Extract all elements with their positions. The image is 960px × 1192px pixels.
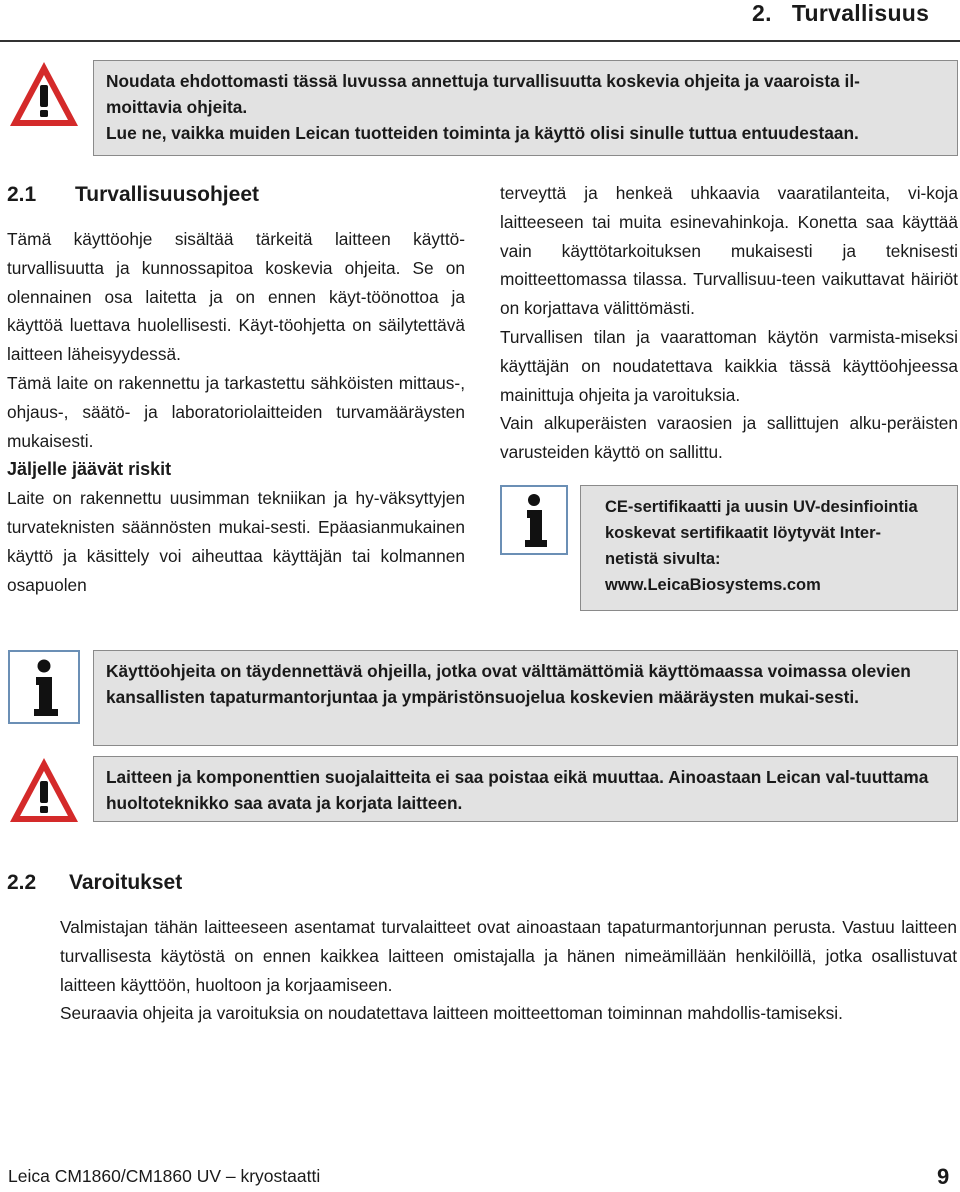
ce-note-line1: CE-sertifikaatti ja uusin UV-desinfiointia <box>605 498 918 516</box>
warning-callout-text: Laitteen ja komponenttien suojalaitteita ei saa poistaa eikä muuttaa. Ainoastaan Leican val-tuuttama huoltoteknikko saa avata ja korjata laitteen. <box>106 767 929 813</box>
paragraph: Laite on rakennettu uusimman tekniikan ja hy-väksyttyjen turvateknisten säännösten mukai-sesti. Epäasianmukainen käyttö ja käsittely voi aiheuttaa käyttäjän tai kolmannen osapuolen <box>7 488 465 595</box>
warning-triangle-icon <box>7 58 81 132</box>
section-2-1-heading <box>7 183 259 207</box>
warning-callout <box>93 756 958 822</box>
section-2-2-body <box>60 913 957 1028</box>
intro-warning-line2: moittavia ohjeita. <box>106 97 248 117</box>
paragraph: Turvallisen tilan ja vaarattoman käytön varmista-miseksi käyttäjän on noudatettava kaikkia tässä käyttöohjeessa mainittuja ohjeita ja varoituksia. <box>500 326 958 405</box>
section-2-1-title: Turvallisuusohjeet <box>75 183 259 206</box>
ce-note-url: www.LeicaBiosystems.com <box>605 576 821 594</box>
paragraph: Valmistajan tähän laitteeseen asentamat turvalaitteet ovat ainoastaan tapaturmantorjunnan perusta. Vastuu laitteen turvallisesta käytöstä on ennen kaikkea laitteen omistajalla ja hänen nimeämillään henkilöillä, jotka osallistuvat laitteen käyttöön, huoltoon ja korjaamiseen. <box>60 917 957 995</box>
section-header <box>752 0 929 27</box>
paragraph: Seuraavia ohjeita ja varoituksia on noudatettava laitteen moitteettoman toiminnan mahdollis-tamiseksi. <box>60 1003 843 1024</box>
page-number: 9 <box>937 1164 950 1189</box>
left-column <box>7 225 465 599</box>
intro-warning-line1: Noudata ehdottomasti tässä luvussa annettuja turvallisuutta koskevia ohjeita ja vaaroista il- <box>106 71 860 91</box>
header-rule <box>0 40 960 42</box>
paragraph: Tämä käyttöohje sisältää tärkeitä laitteen käyttö-turvallisuutta ja kunnossapitoa koskevia ohjeita. Se on olennainen osa laitetta ja on ennen käyt-töönottoa ja käyttöä luettava huolellisesti. Käyt-töohjetta on säilytettävä laitteen läheisyydessä. <box>7 229 465 365</box>
info-callout-text: Käyttöohjeita on täydennettävä ohjeilla, jotka ovat välttämättömiä käyttömaassa voimassa olevien kansallisten tapaturmantorjuntaa ja ympäristönsuojelua koskevien määräysten mukai-sesti. <box>106 661 911 707</box>
section-2-2-number: 2.2 <box>7 871 37 894</box>
warning-triangle-icon <box>7 754 81 828</box>
section-title: Turvallisuus <box>791 0 930 26</box>
section-2-1-number: 2.1 <box>7 183 37 206</box>
ce-certificate-callout <box>580 485 958 611</box>
info-icon <box>8 650 82 724</box>
intro-warning-line3: Lue ne, vaikka muiden Leican tuotteiden toiminta ja käyttö olisi sinulle tuttua entuudestaan. <box>106 123 859 143</box>
section-2-2-heading <box>7 871 182 895</box>
ce-note-line3: netistä sivulta: <box>605 550 721 568</box>
info-callout <box>93 650 958 746</box>
right-column <box>500 179 958 467</box>
intro-warning-callout <box>93 60 958 156</box>
section-number: 2. <box>752 0 772 26</box>
footer-product: Leica CM1860/CM1860 UV – kryostaatti <box>8 1166 321 1186</box>
paragraph: Vain alkuperäisten varaosien ja sallittujen alku-peräisten varusteiden käyttö on sallittu. <box>500 413 958 463</box>
paragraph: Tämä laite on rakennettu ja tarkastettu sähköisten mittaus-, ohjaus-, säätö- ja laboratoriolaitteiden turvamääräysten mukaisesti. <box>7 372 465 451</box>
residual-risks-heading: Jäljelle jäävät riskit <box>7 459 172 480</box>
ce-note-line2: koskevat sertifikaatit löytyvät Inter- <box>605 524 882 542</box>
info-icon <box>500 485 574 559</box>
section-2-2-title: Varoitukset <box>69 871 183 894</box>
paragraph: terveyttä ja henkeä uhkaavia vaaratilanteita, vi-koja laitteeseen tai muita esinevahinkoja. Konetta saa käyttää vain käyttötarkoituksen mukaisesti ja teknisesti moitteettomassa tilassa. Turvallisuu-teen vaikuttavat häiriöt on korjattava välittömästi. <box>500 183 958 319</box>
